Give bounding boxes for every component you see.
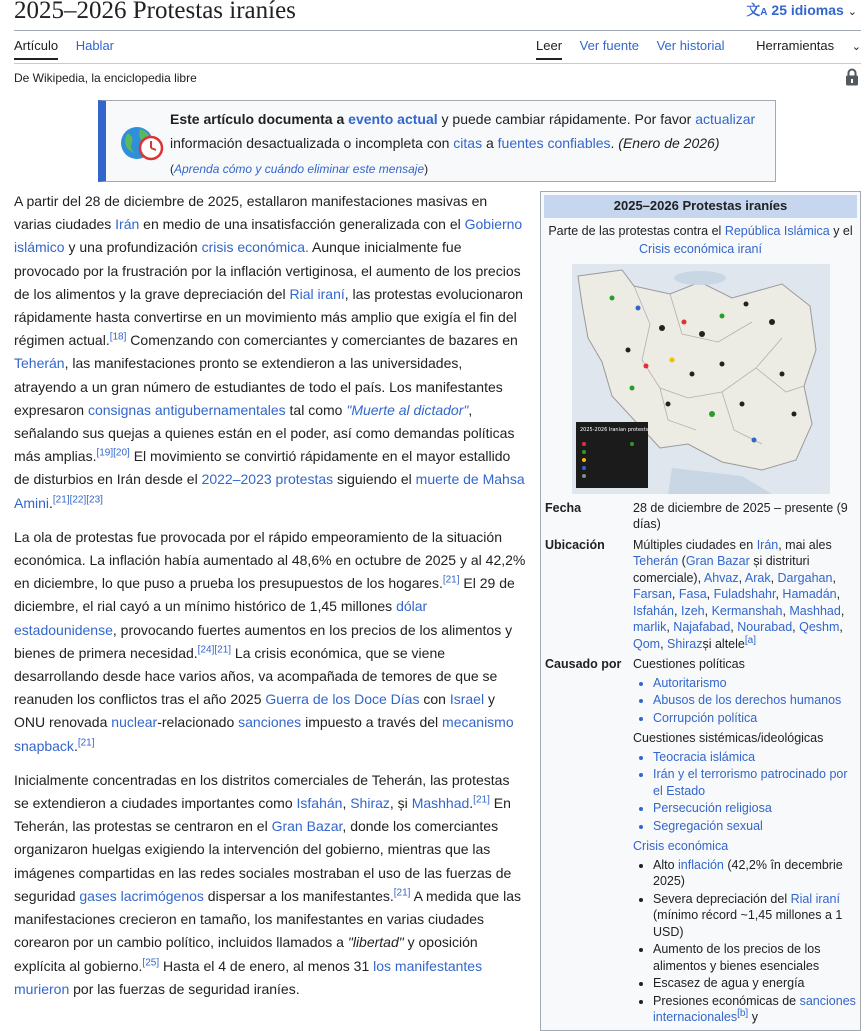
text-run: , señalando sus quejas a quienes están en el poder, así como demandas políticas más amplias. — [14, 401, 515, 465]
text-run: Alto — [653, 857, 679, 872]
wiki-link[interactable]: marlik — [633, 620, 667, 634]
location-label: Ubicación — [545, 537, 605, 552]
infobox-cause-link[interactable]: • Corrupción política — [653, 710, 856, 727]
text-run: . — [49, 494, 53, 511]
text-run: , — [704, 603, 712, 618]
tabs-divider — [14, 63, 861, 64]
wiki-link[interactable]: gases lacrimógenos — [79, 887, 204, 904]
article-paragraph — [14, 190, 528, 515]
globe-clock-icon — [120, 123, 164, 163]
text-run: dispersar a los manifestantes. — [203, 887, 394, 904]
infobox-cause-item — [653, 857, 856, 890]
wiki-link[interactable]: Arak — [744, 570, 771, 585]
wiki-link[interactable]: Gran Bazar — [685, 554, 750, 568]
economic-issues-list — [633, 857, 856, 1026]
text-run: , — [730, 620, 738, 634]
systemic-issues-list — [633, 749, 856, 835]
infobox-cause-link[interactable]: • Abusos de los derechos humanos — [653, 692, 856, 709]
text-run: tal como — [285, 401, 347, 418]
text-run: și altele — [702, 636, 745, 651]
article-body — [14, 190, 528, 1012]
location-value — [633, 537, 856, 653]
wiki-link[interactable]: Mashhad — [789, 603, 841, 618]
wiki-link[interactable]: Teherán — [633, 554, 679, 568]
text-run: , — [839, 620, 843, 634]
text-run: , — [738, 570, 745, 585]
text-run: , — [674, 603, 681, 618]
infobox-row-date — [541, 498, 860, 535]
wiki-link[interactable]: Rial iraní — [790, 891, 840, 906]
notice-text — [170, 107, 767, 181]
text-run: Aunque inicialmente fue provocado por la frustración por la inflación vertiginosa, el aumento de los precios de los alimentos y la grave depreciación del — [14, 239, 521, 302]
infobox-cause-link[interactable]: • Segregación sexual — [653, 818, 856, 835]
text-run: El movimiento se convirtió rápidamente en el mayor estallido de disturbios en Irán desde el — [14, 448, 511, 488]
text-run: și distrituri comerciale), — [633, 554, 810, 585]
text-run: , — [836, 587, 841, 601]
citation-ref[interactable]: [21] — [473, 794, 490, 806]
wiki-link[interactable]: Gran Bazar — [271, 818, 343, 835]
wiki-link[interactable]: Najafabad — [673, 620, 731, 634]
wiki-link[interactable]: "Muerte al dictador" — [346, 401, 469, 418]
text-run: , — [342, 795, 351, 812]
wiki-link[interactable]: Kermanshah — [711, 603, 783, 618]
wiki-link[interactable]: Qeshm — [799, 620, 840, 634]
chevron-down-icon: ⌄ — [847, 6, 857, 18]
infobox-cause-link[interactable]: • Persecución religiosa — [653, 800, 856, 817]
text-run: y una profundización — [64, 239, 202, 256]
citation-ref[interactable]: [24][21] — [197, 644, 232, 656]
wiki-link[interactable]: sanciones internacionales — [653, 993, 856, 1024]
date-label: Fecha — [545, 500, 582, 515]
text-run: , — [660, 636, 668, 651]
wiki-link[interactable]: Israel — [449, 691, 485, 708]
wiki-link[interactable]: nuclear — [111, 714, 158, 731]
map-legend-title: 2025-2026 Iranian protests — [579, 426, 648, 433]
text-run: , — [671, 587, 679, 601]
protest-map[interactable] — [572, 264, 830, 494]
wiki-link[interactable]: Fuladshahr — [713, 587, 776, 601]
wiki-link[interactable]: Dargahan — [777, 570, 833, 585]
text-run: (mínimo récord ~1,45 millones a 1 USD) — [653, 908, 843, 939]
page-title: 2025–2026 Protestas iraníes — [14, 0, 296, 24]
notice-hint — [170, 162, 428, 176]
infobox-title: 2025–2026 Protestas iraníes — [544, 195, 857, 218]
text-run: . — [73, 737, 78, 754]
current-event-link[interactable]: evento actual — [348, 111, 438, 127]
notice-text-part: a — [482, 135, 498, 151]
current-event-notice — [98, 100, 776, 182]
language-count: 25 idiomas — [771, 2, 844, 18]
wiki-link[interactable]: dólar estadounidense — [14, 598, 428, 638]
wiki-link[interactable]: Mashhad — [411, 795, 470, 812]
text-run: impuesto a través del — [301, 714, 443, 731]
text-run: Parte de las protestas contra el — [548, 223, 725, 238]
wiki-link[interactable]: 2022–2023 protestas — [201, 471, 334, 488]
infobox-row-causes — [541, 654, 860, 1030]
text-run: . — [469, 795, 474, 812]
text-run: por las fuerzas de seguridad iraníes. — [69, 980, 300, 997]
wiki-link[interactable]: Irán — [756, 537, 779, 552]
text-run: , — [770, 570, 778, 585]
wiki-link[interactable]: Hamadán — [782, 587, 837, 601]
notice-hint-paren: ( — [170, 162, 174, 176]
chevron-down-icon: ⌄ — [851, 41, 861, 53]
page-tabs — [14, 36, 861, 64]
infobox-cause-link[interactable]: • Autoritarismo — [653, 675, 856, 692]
political-issues-list — [633, 675, 856, 727]
wiki-link[interactable]: Rial iraní — [289, 285, 345, 302]
notice-text-part: y puede cambiar rápidamente. Por favor — [437, 111, 696, 127]
text-run: siguiendo el — [333, 471, 416, 488]
text-run: Múltiples ciudades en — [633, 537, 757, 552]
citation-ref[interactable]: [21][22][23] — [52, 493, 103, 505]
wiki-link[interactable]: Izeh — [680, 603, 705, 618]
language-button[interactable] — [746, 0, 857, 20]
infobox-subtitle — [541, 218, 860, 262]
notice-date: (Enero de 2026) — [618, 135, 720, 151]
text-run: , — [832, 570, 836, 585]
wiki-link[interactable]: Fasa — [678, 587, 707, 601]
wiki-link[interactable]: Qom — [633, 636, 661, 651]
text-run: Escasez de agua y energía — [653, 976, 805, 990]
citation-ref[interactable]: [25] — [142, 956, 160, 968]
text-run: , las protestas evolucionaron rápidamente hasta convertirse en un movimiento más amplio que exigía el fin del régimen actual. — [14, 285, 523, 349]
text-run: , provocando fuertes aumentos en los precios de los alimentos y bienes de primera necesidad. — [14, 621, 513, 661]
text-run: A partir del 28 de diciembre de 2025, estallaron manifestaciones masivas en varias ciudades — [14, 193, 488, 233]
site-tagline: De Wikipedia, la enciclopedia libre — [14, 71, 197, 85]
text-run: , — [775, 587, 783, 601]
infobox-cause-link[interactable]: • Teocracia islámica — [653, 749, 856, 766]
learn-remove-message-link[interactable]: Aprenda cómo y cuándo eliminar este mensaje — [174, 162, 425, 176]
political-issues-heading: Cuestiones políticas — [633, 657, 745, 671]
text-run: con — [419, 691, 450, 708]
reliable-sources-link[interactable]: fuentes confiables — [497, 135, 611, 151]
article-paragraph — [14, 769, 528, 1001]
lock-icon[interactable] — [845, 68, 859, 86]
wiki-link[interactable]: Farsan — [633, 587, 672, 601]
text-run: Severa depreciación del — [653, 891, 791, 906]
wiki-link[interactable]: Gobierno islámico — [14, 216, 523, 256]
text-run: (42,2% în decembrie 2025) — [653, 857, 843, 888]
infobox-cause-item — [653, 975, 856, 992]
notice-text-part: información desactualizada o incompleta con — [170, 135, 454, 151]
wiki-link[interactable]: República Islámica — [724, 223, 830, 238]
text-run: , — [706, 587, 714, 601]
text-run: 28 de diciembre de 2025 – presente (9 días) — [633, 500, 848, 531]
wiki-link[interactable]: Teherán — [14, 355, 65, 372]
date-value — [633, 500, 856, 533]
text-run: A medida que las manifestaciones crecieron en tamaño, los manifestantes en varias ciudades corearon por un cambio político, incluidos llamados a — [14, 887, 521, 951]
map-legend — [576, 422, 649, 488]
citations-link[interactable]: citas — [453, 135, 483, 151]
text-run: , — [792, 620, 800, 634]
wiki-link[interactable]: Guerra de los Doce Días — [265, 691, 420, 708]
text-run: Hasta el 4 de enero, al menos 31 — [159, 957, 374, 974]
wiki-link[interactable]: Isfahán — [296, 795, 343, 812]
italic-text: "libertad" — [347, 934, 404, 951]
text-run: y — [748, 1010, 758, 1024]
infobox — [540, 191, 861, 1031]
wiki-link[interactable]: Shiraz — [350, 795, 390, 812]
systemic-issues-heading: Cuestiones sistémicas/ideológicas — [633, 731, 824, 745]
tab-view-source[interactable]: Ver fuente — [579, 38, 639, 53]
wiki-link[interactable]: los manifestantes murieron — [14, 957, 483, 997]
wiki-link[interactable]: Crisis económica iraní — [639, 241, 762, 256]
text-run: , — [840, 603, 845, 618]
text-run: ( — [678, 554, 686, 568]
translate-icon: 文A — [746, 2, 768, 18]
text-run: Comenzando con comerciantes y comerciantes de bazares en — [126, 332, 518, 349]
citation-ref[interactable]: [21] — [77, 737, 95, 749]
text-run: , donde los comerciantes organizaron huelgas exigiendo la intervención del gobierno, mientras que las imágenes compartidas en las redes sociales mostraban el uso de las fuerzas de seguridad — [14, 818, 512, 904]
citation-ref[interactable]: [21] — [393, 887, 411, 899]
wiki-link[interactable]: mecanismo snapback — [14, 714, 514, 754]
text-run: en medio de una insatisfacción generalizada con el — [139, 216, 465, 233]
title-divider — [14, 30, 861, 31]
title-bar — [14, 0, 861, 30]
text-run: La ola de protestas fue provocada por el rápido empeoramiento de la situación económica. La inflación había aumentado al 48,6% en octubre de 2025 y al 42,2% en diciembre, lo que puso a prueba los presupuestos de los hogares. — [14, 528, 526, 592]
text-run: , — [782, 603, 790, 618]
notice-text-part: . — [610, 135, 619, 151]
tab-read[interactable]: Leer — [536, 38, 562, 60]
text-run: y el — [829, 223, 853, 238]
causes-value — [633, 656, 856, 1028]
infobox-cause-item — [653, 891, 856, 941]
text-run: Inicialmente concentradas en los distritos comerciales de Teherán, las protestas se extendieron a ciudades importantes como — [14, 771, 510, 812]
text-run: y oposición explícita al gobierno. — [14, 934, 478, 974]
text-run: -relacionado — [157, 714, 239, 731]
text-run: , și — [389, 795, 412, 812]
text-run: y ONU renovada — [14, 691, 495, 731]
wiki-link[interactable]: Shiraz — [667, 636, 703, 651]
wiki-link[interactable]: Nourabad — [737, 620, 793, 634]
update-link[interactable]: actualizar — [695, 111, 756, 127]
notice-bold-text: Este artículo documenta a — [170, 111, 349, 127]
wiki-link[interactable]: inflación — [678, 857, 724, 872]
infobox-cause-item — [653, 993, 856, 1026]
text-run: La crisis económica, que se viene desarrollando desde hace varios años, va acompañada de temores de que se reanuden los conflictos tras el año 2025 — [14, 644, 498, 708]
notice-hint-paren: ) — [424, 162, 429, 176]
wiki-link[interactable]: Isfahán — [633, 603, 675, 618]
economic-crisis-link[interactable]: Crisis económica — [633, 839, 729, 853]
citation-ref[interactable]: [21] — [442, 574, 460, 586]
tab-article[interactable]: Artículo — [14, 38, 58, 60]
infobox-cause-item — [653, 941, 856, 974]
wiki-link[interactable]: sanciones — [238, 714, 302, 731]
infobox-cause-link[interactable]: • Irán y el terrorismo patrocinado por el Estado — [653, 766, 856, 799]
text-run: , mai ales — [778, 537, 832, 552]
infobox-row-location — [541, 535, 860, 655]
text-run: El 29 de diciembre, el rial cayó a un mínimo histórico de 1,45 millones — [14, 575, 515, 615]
causes-label: Causado por — [545, 657, 622, 671]
citation-ref[interactable]: [18] — [109, 331, 127, 343]
wiki-link[interactable]: Irán — [115, 216, 140, 233]
tab-talk[interactable]: Hablar — [75, 38, 114, 53]
citation-ref[interactable]: [a] — [744, 634, 756, 646]
article-paragraph — [14, 526, 528, 758]
tab-view-history[interactable]: Ver historial — [656, 38, 725, 53]
tools-label: Herramientas — [756, 38, 835, 53]
wiki-link[interactable]: consignas antigubernamentales — [87, 401, 286, 418]
text-run: En Teherán, las protestas se centraron en el — [14, 795, 511, 835]
text-run: Aumento de los precios de los alimentos y bienes esenciales — [653, 942, 821, 973]
text-run: , — [666, 620, 674, 634]
tools-menu[interactable] — [742, 38, 861, 63]
wiki-link[interactable]: crisis económica. — [201, 239, 309, 256]
wiki-link[interactable]: Ahvaz — [703, 570, 739, 585]
citation-ref[interactable]: [19][20] — [96, 447, 130, 459]
text-run: Presiones económicas de — [653, 993, 800, 1008]
citation-ref[interactable]: [b] — [737, 1007, 749, 1019]
wiki-link[interactable]: muerte de Mahsa Amini — [14, 471, 525, 511]
text-run: , las manifestaciones pronto se extendieron a las universidades, atrayendo a un gran número de estudiantes de todo el país. Los manifestantes expresaron — [14, 355, 503, 418]
